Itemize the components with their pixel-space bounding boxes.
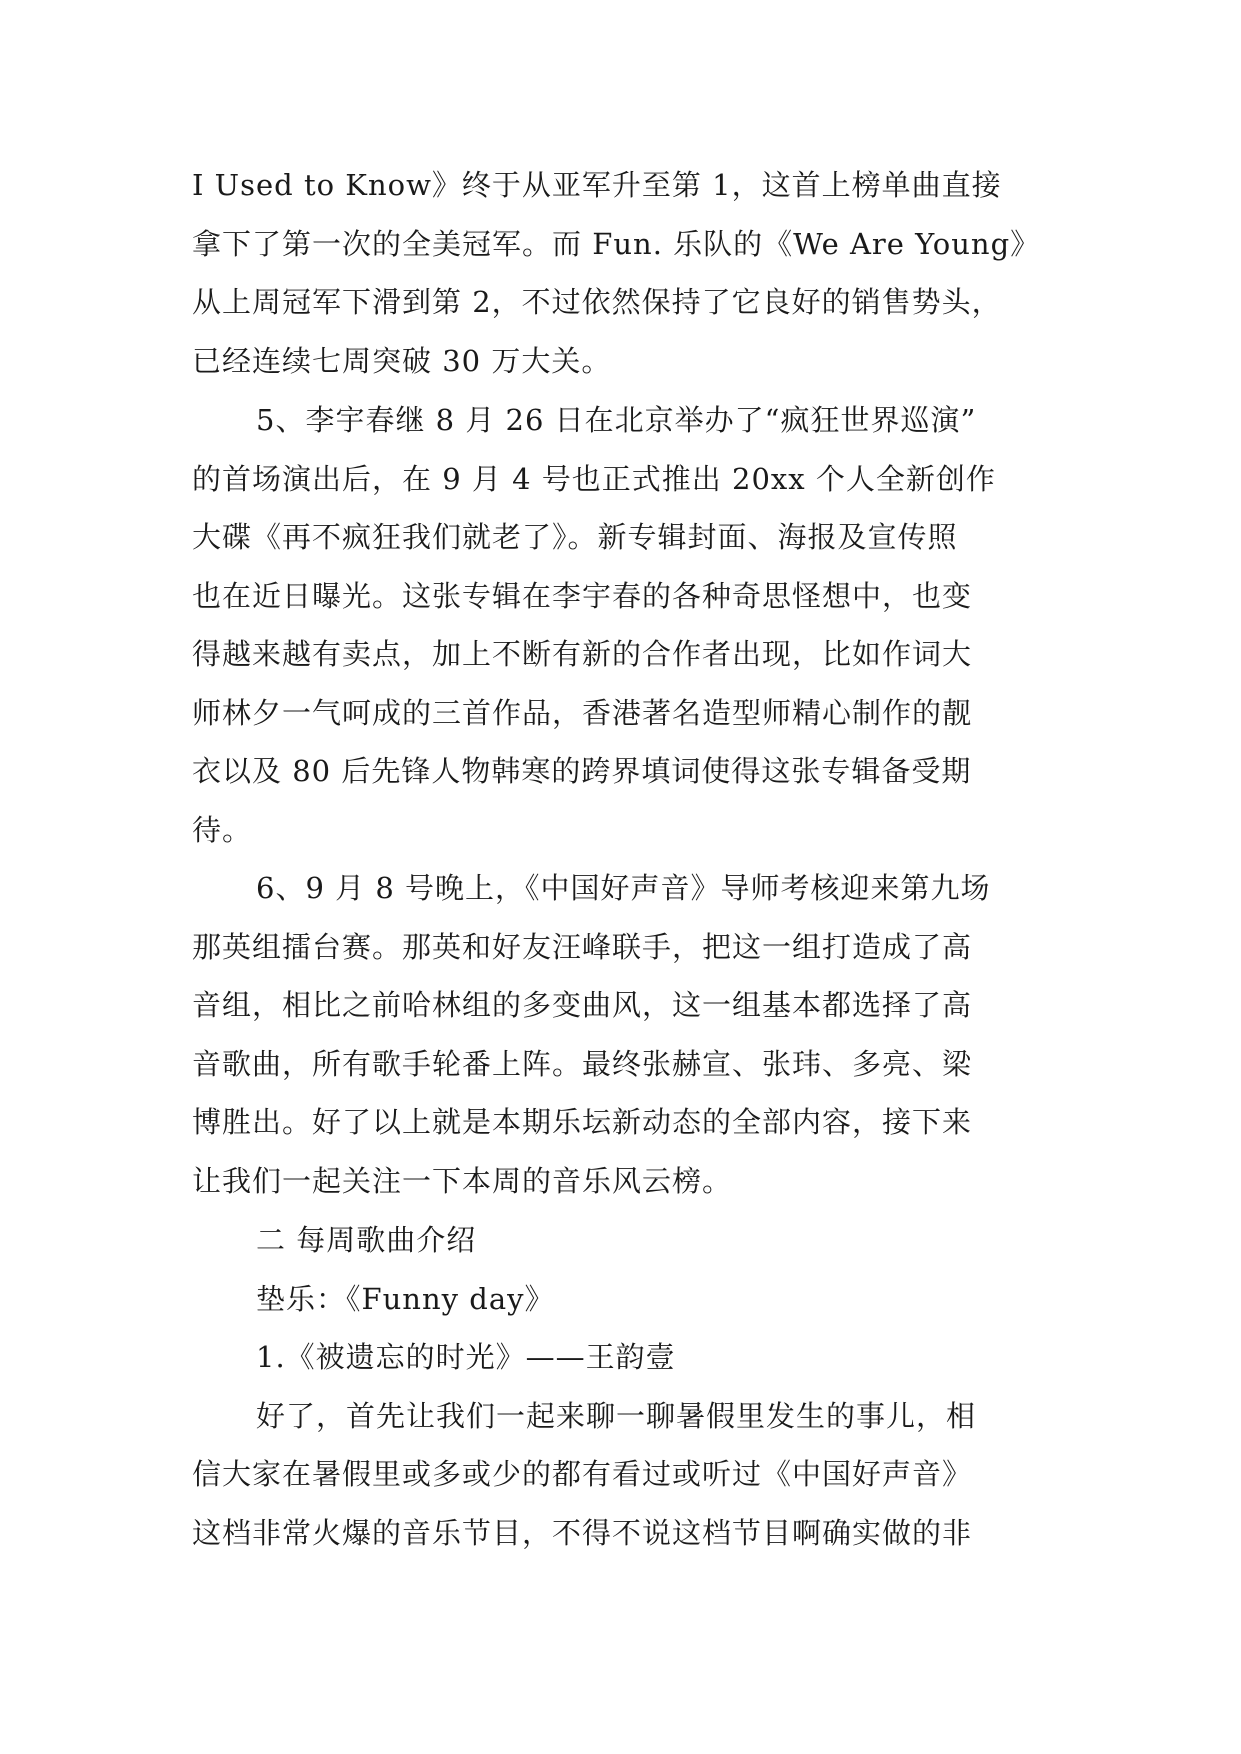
text-line: 师林夕一气呵成的三首作品，香港著名造型师精心制作的靓 xyxy=(192,695,973,730)
text-line: 博胜出。好了以上就是本期乐坛新动态的全部内容，接下来 xyxy=(192,1105,973,1139)
paragraph-billboard xyxy=(192,156,1052,390)
text-line: 那英组擂台赛。那英和好友汪峰联手，把这一组打造成了高 xyxy=(192,929,973,964)
text-line: 衣以及 80 后先锋人物韩寒的跨界填词使得这张专辑备受期 xyxy=(192,754,972,788)
text-line: 6、9 月 8 号晚上，《中国好声音》导师考核迎来第九场 xyxy=(256,871,991,905)
text-line: 的首场演出后，在 9 月 4 号也正式推出 20xx 个人全新创作 xyxy=(192,461,996,496)
song-item: 1.《被遗忘的时光》——王韵壹 xyxy=(256,1340,676,1374)
text-line: 大碟《再不疯狂我们就老了》。新专辑封面、海报及宣传照 xyxy=(192,520,958,554)
text-line: 也在近日曝光。这张专辑在李宇春的各种奇思怪想中，也变 xyxy=(192,578,973,613)
text-line: 得越来越有卖点，加上不断有新的合作者出现，比如作词大 xyxy=(192,637,973,671)
text-line: I Used to Know》终于从亚军升至第 1，这首上榜单曲直接 xyxy=(192,168,1002,202)
background-music-line: 垫乐：《Funny day》 xyxy=(256,1281,555,1316)
paragraph-5 xyxy=(192,391,1052,859)
section-heading: 二 每周歌曲介绍 xyxy=(256,1223,477,1257)
weekly-songs-section xyxy=(192,1211,1052,1562)
text-line: 这档非常火爆的音乐节目，不得不说这档节目啊确实做的非 xyxy=(192,1515,973,1550)
text-line: 音歌曲，所有歌手轮番上阵。最终张赫宣、张玮、多亮、梁 xyxy=(192,1046,973,1081)
text-line: 好了，首先让我们一起来聊一聊暑假里发生的事儿，相 xyxy=(256,1398,977,1433)
text-line: 让我们一起关注一下本周的音乐风云榜。 xyxy=(192,1163,733,1198)
text-line: 从上周冠军下滑到第 2，不过依然保持了它良好的销售势头， xyxy=(192,285,1002,319)
text-line: 信大家在暑假里或多或少的都有看过或听过《中国好声音》 xyxy=(192,1457,973,1491)
text-line: 已经连续七周突破 30 万大关。 xyxy=(192,343,612,378)
paragraph-6 xyxy=(192,859,1052,1210)
text-line: 音组，相比之前哈林组的多变曲风，这一组基本都选择了高 xyxy=(192,988,973,1022)
text-line: 5、李宇春继 8 月 26 日在北京举办了“疯狂世界巡演” xyxy=(256,403,977,437)
text-line: 待。 xyxy=(192,812,253,847)
text-line: 拿下了第一次的全美冠军。而 Fun. 乐队的《We Are Young》 xyxy=(192,226,1041,261)
